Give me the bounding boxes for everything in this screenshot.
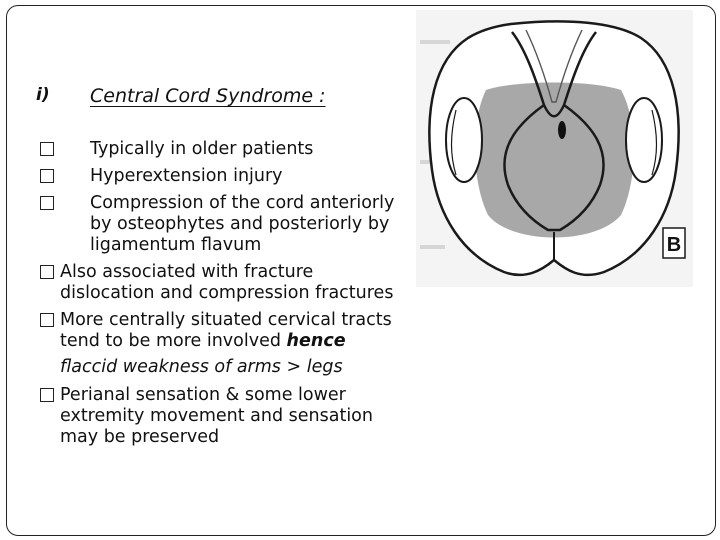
sub-point-continued: by osteophytes and posteriorly by — [90, 214, 390, 234]
section-number: i) — [36, 85, 50, 105]
point-line: Also associated with fracture — [60, 262, 314, 282]
sub-point: Compression of the cord anteriorly — [90, 193, 395, 213]
bullet-box-icon — [40, 142, 54, 156]
spinal-cord-diagram — [416, 10, 693, 287]
point-line: More centrally situated cervical tracts — [60, 310, 392, 330]
point-line: may be preserved — [60, 427, 220, 447]
emphasis-hence: hence — [286, 331, 346, 351]
bullet-box-icon — [40, 313, 54, 327]
slide-title: Central Cord Syndrome : — [90, 85, 326, 107]
sub-point-continued: ligamentum flavum — [90, 235, 262, 255]
sub-point: Hyperextension injury — [90, 166, 283, 186]
sub-point: Typically in older patients — [90, 139, 314, 159]
bullet-box-icon — [40, 169, 54, 183]
bullet-box-icon — [40, 196, 54, 210]
point-line: dislocation and compression fractures — [60, 283, 394, 303]
point-line-italic: flaccid weakness of arms > legs — [60, 357, 343, 377]
central-lesion-area — [475, 83, 634, 238]
point-line: Perianal sensation & some lower — [60, 385, 346, 405]
figure-label: B — [666, 234, 682, 256]
central-canal — [558, 121, 566, 139]
point-text: tend to be more involved — [60, 331, 287, 351]
bullet-box-icon — [40, 265, 54, 279]
point-line: extremity movement and sensation — [60, 406, 373, 426]
bullet-box-icon — [40, 388, 54, 402]
point-line — [60, 330, 346, 352]
